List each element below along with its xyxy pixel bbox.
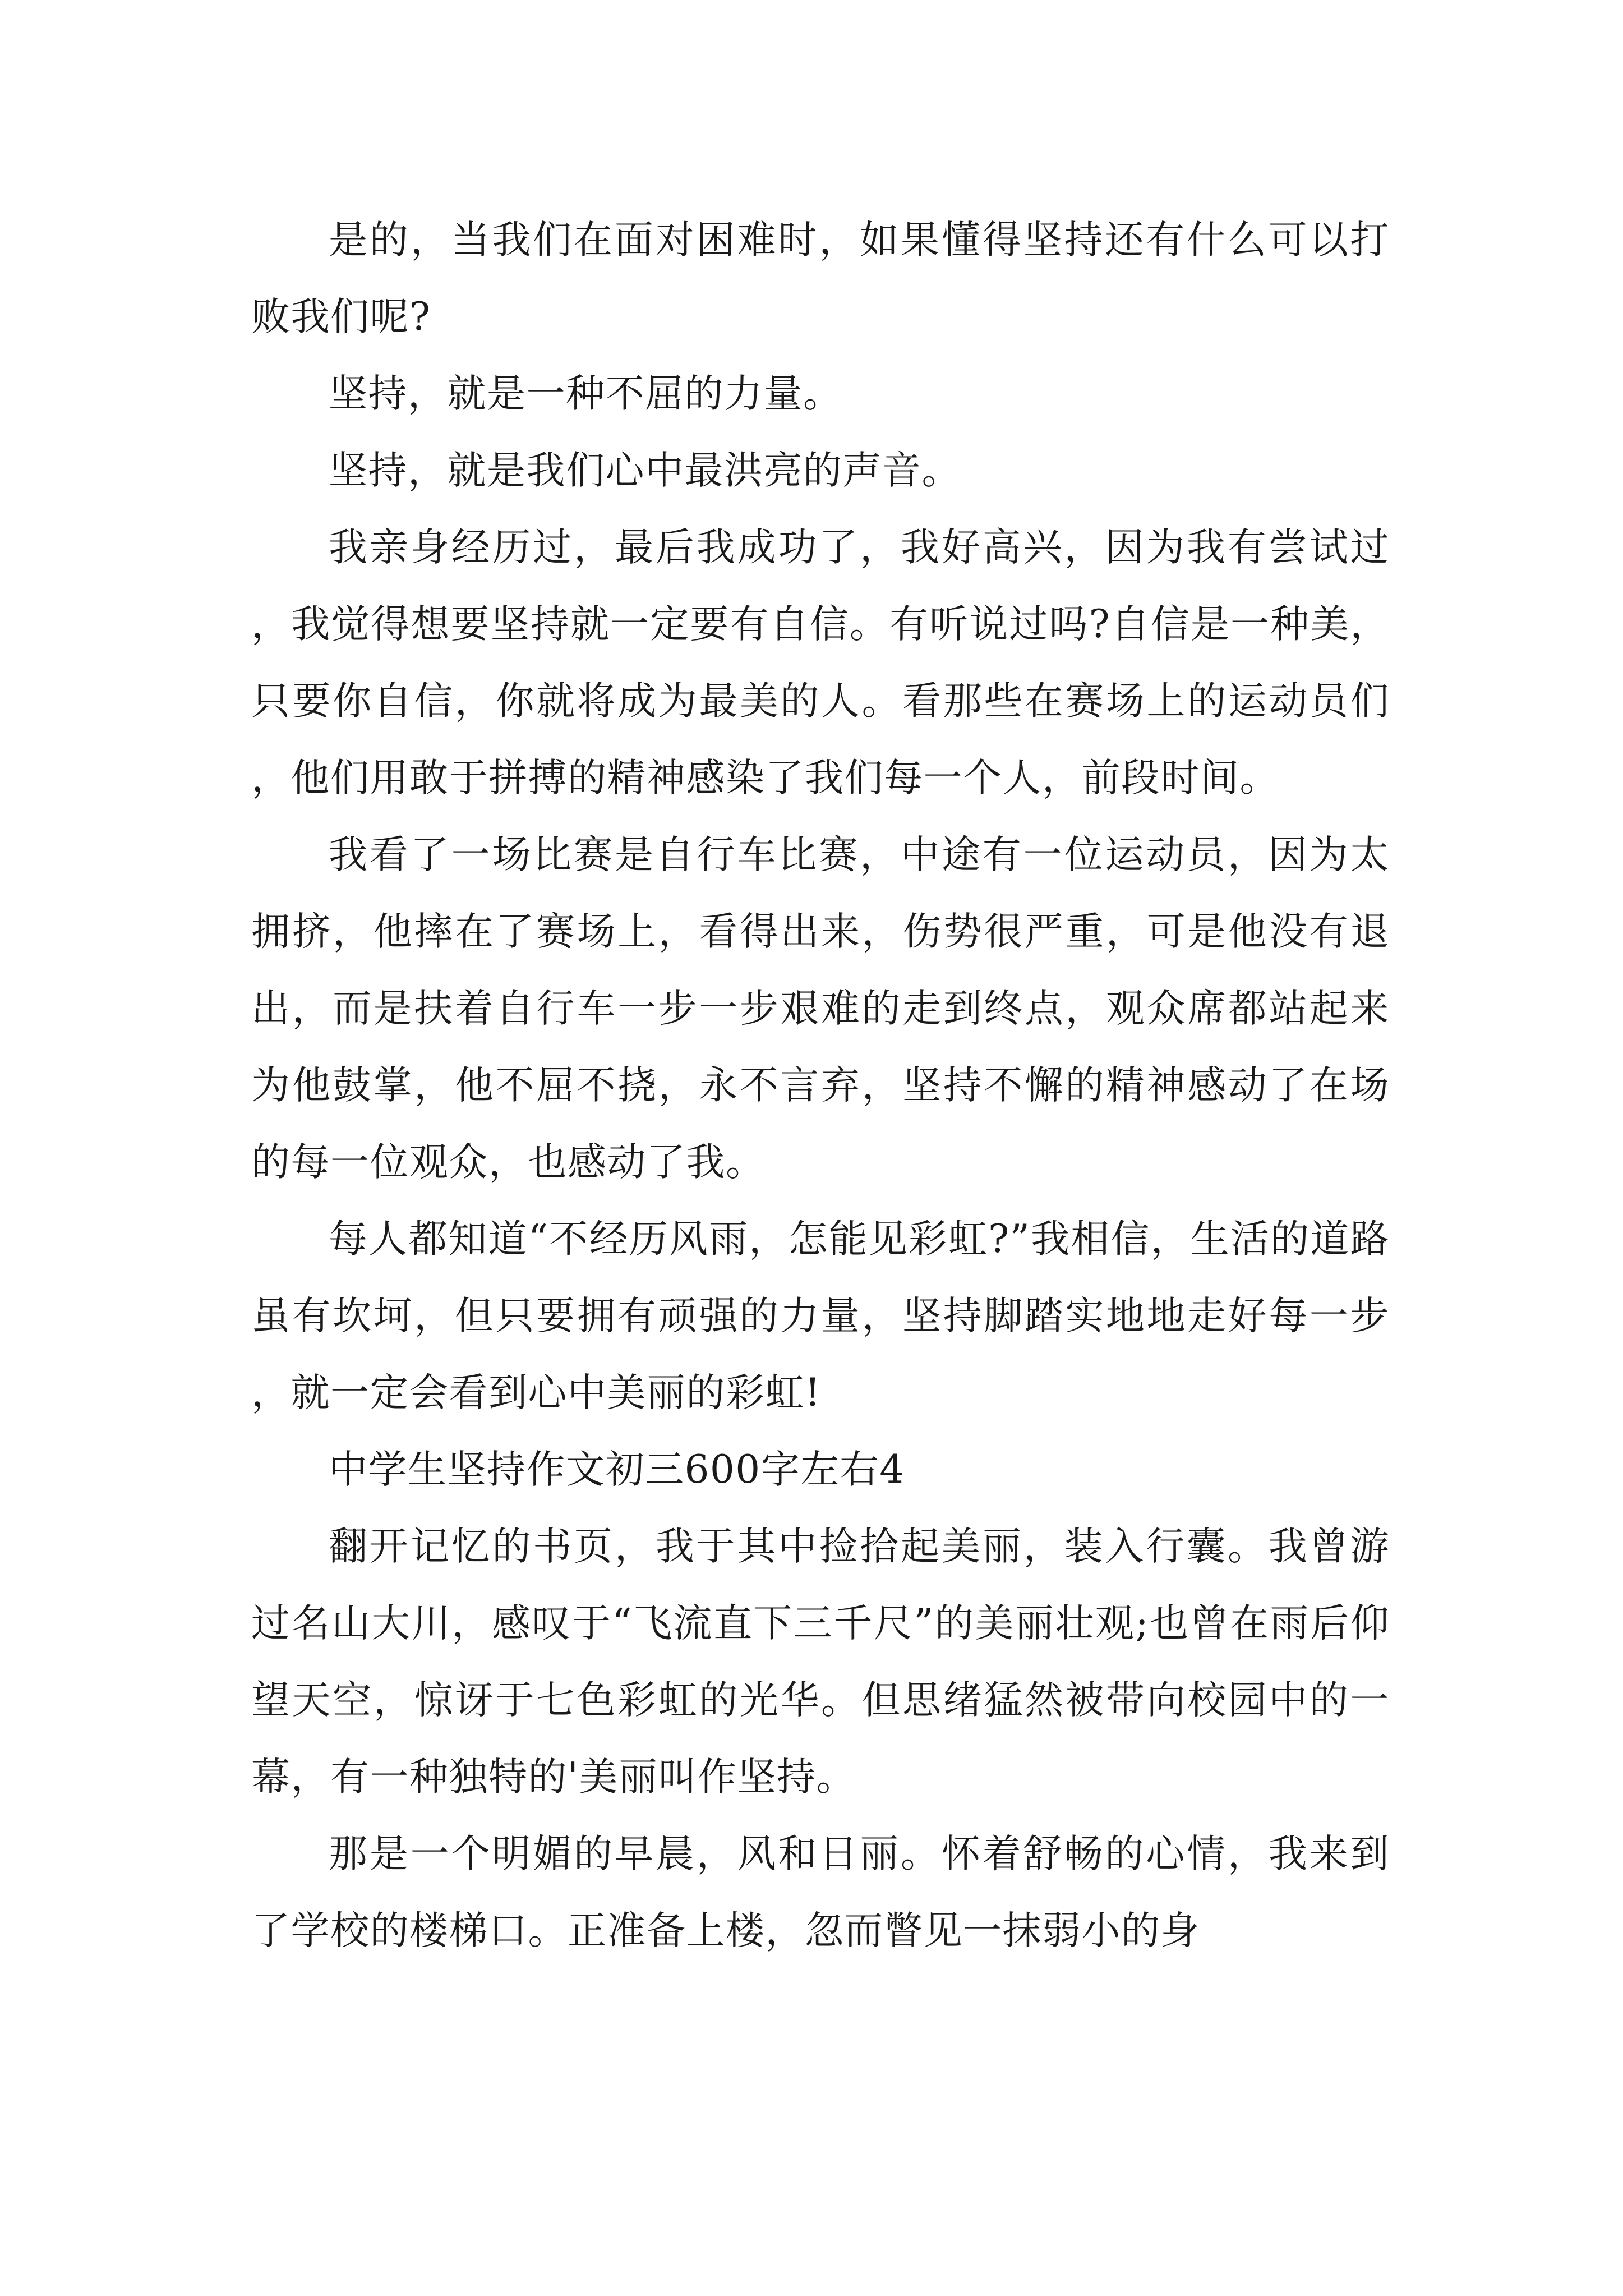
paragraph-5: 我看了一场比赛是自行车比赛，中途有一位运动员，因为太拥挤，他摔在了赛场上，看得出来，伤势很严重，可是他没有退出，而是扶着自行车一步一步艰难的走到终点，观众席都站起来为他鼓掌，他不屈不挠，永不言弃，坚持不懈的精神感动了在场的每一位观众，也感动了我。: [251, 832, 1390, 1185]
paragraph-8: 那是一个明媚的早晨，风和日丽。怀着舒畅的心情，我来到了学校的楼梯口。正准备上楼，忽而瞥见一抹弱小的身: [251, 1832, 1390, 1953]
paragraph-3: 坚持，就是我们心中最洪亮的声音。: [329, 448, 961, 493]
body-text: [251, 202, 1390, 1970]
section-heading: 中学生坚持作文初三600字左右4: [329, 1447, 905, 1492]
paragraph-4: 我亲身经历过，最后我成功了，我好高兴，因为我有尝试过，我觉得想要坚持就一定要有自信。有听说过吗?自信是一种美，只要你自信，你就将成为最美的人。看那些在赛场上的运动员们，他们用敢于拼搏的精神感染了我们每一个人，前段时间。: [251, 525, 1390, 800]
paragraph-1: 是的，当我们在面对困难时，如果懂得坚持还有什么可以打败我们呢?: [251, 218, 1390, 339]
paragraph-2: 坚持，就是一种不屈的力量。: [329, 371, 843, 416]
paragraph-7: 翻开记忆的书页，我于其中捡拾起美丽，装入行囊。我曾游过名山大川，感叹于“飞流直下三千尺”的美丽壮观;也曾在雨后仰望天空，惊讶于七色彩虹的光华。但思绪猛然被带向校园中的一幕，有一种独特的'美丽叫作坚持。: [251, 1524, 1390, 1800]
paragraph-6: 每人都知道“不经历风雨，怎能见彩虹?”我相信，生活的道路虽有坎坷，但只要拥有顽强的力量，坚持脚踏实地地走好每一步，就一定会看到心中美丽的彩虹!: [251, 1217, 1390, 1415]
